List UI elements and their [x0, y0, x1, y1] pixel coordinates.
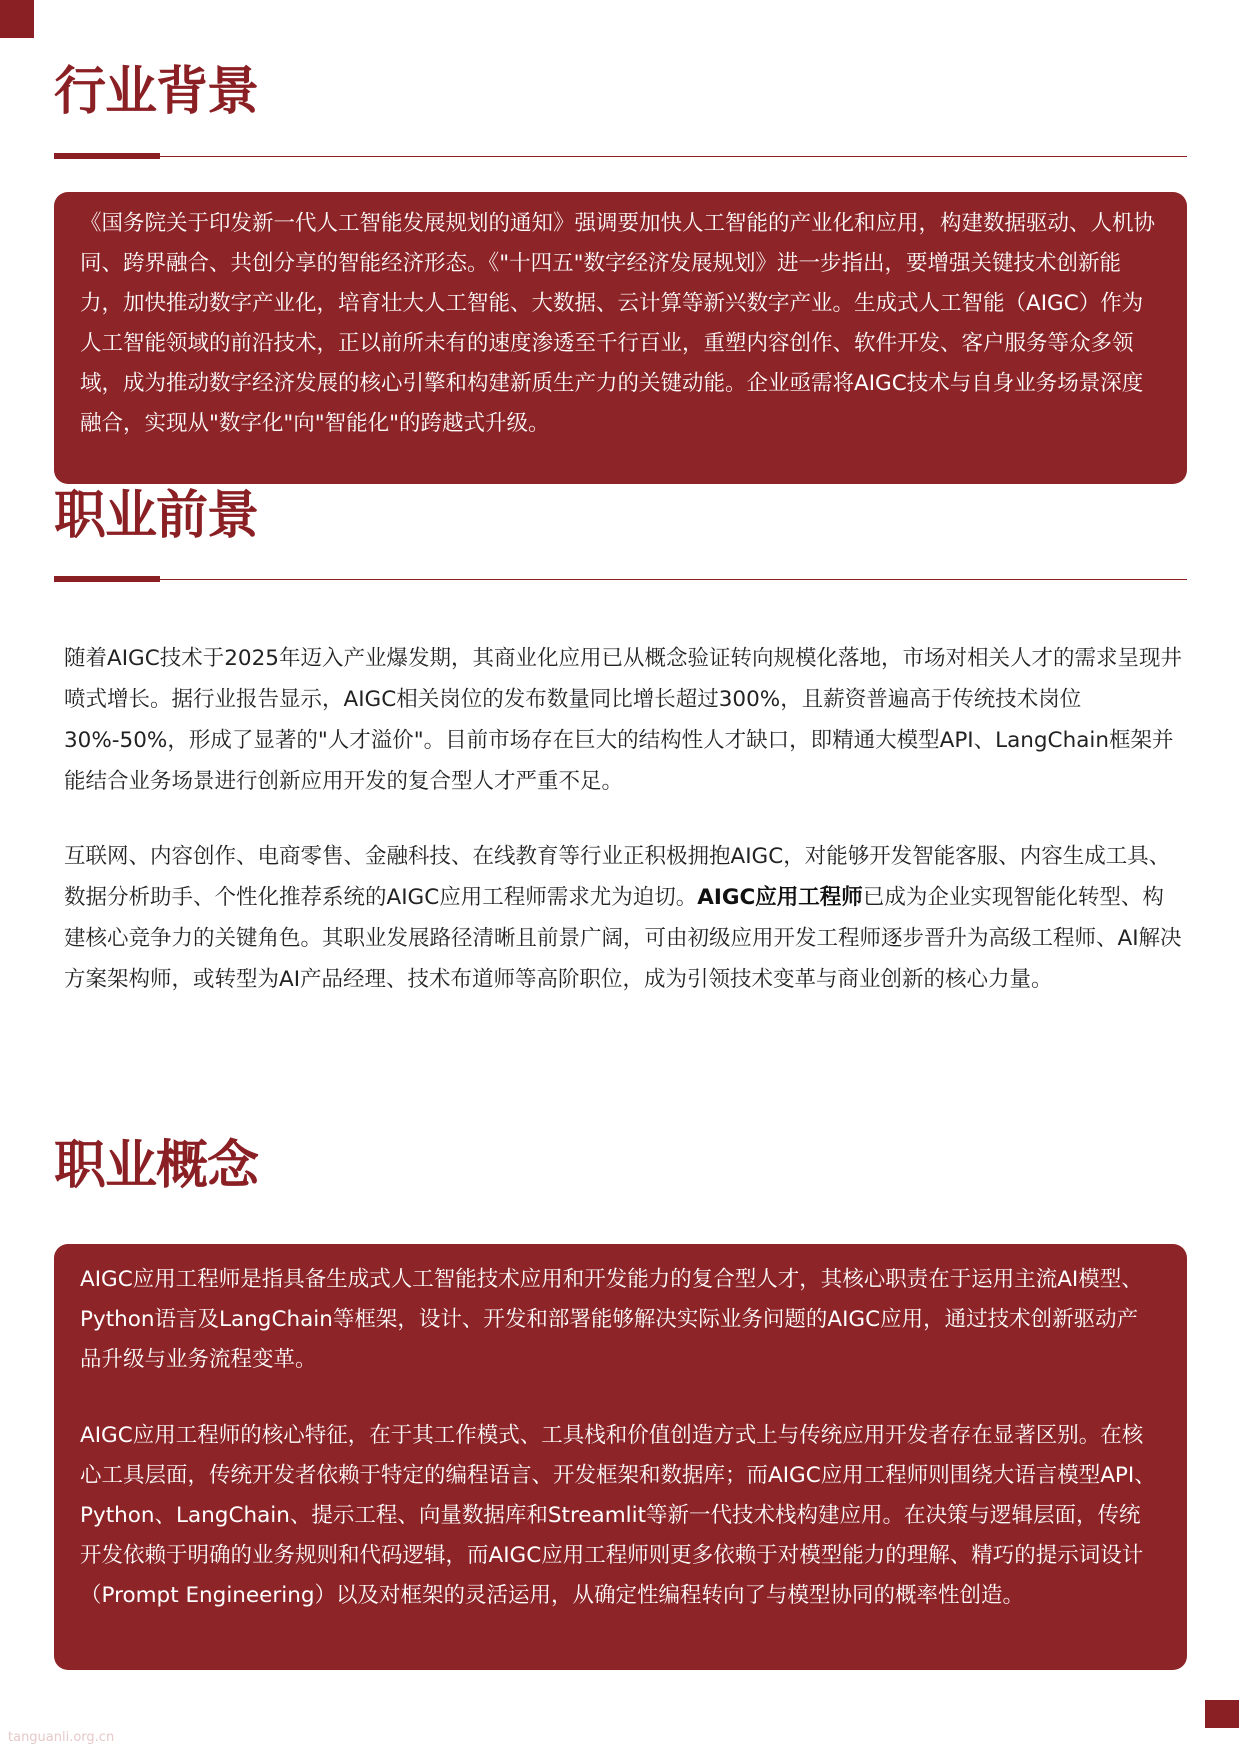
corner-decoration-top-left: [0, 0, 34, 38]
career-outlook-paragraph-2-text: 互联网、内容创作、电商零售、金融科技、在线教育等行业正积极拥抱AIGC，对能够开发智能客服、内容生成工具、数据分析助手、个性化推荐系统的AIGC应用工程师需求尤为迫切。: [64, 844, 1171, 910]
section-divider-accent: [54, 576, 160, 582]
career-outlook-content: [64, 638, 1184, 1000]
section-divider-accent: [54, 153, 160, 159]
industry-background-paragraph: 《国务院关于印发新一代人工智能发展规划的通知》强调要加快人工智能的产业化和应用，构建数据驱动、人机协同、跨界融合、共创分享的智能经济形态。《"十四五"数字经济发展规划》进一步指出，要增强关键技术创新能力，加快推动数字产业化，培育壮大人工智能、大数据、云计算等新兴数字产业。生成式人工智能（AIGC）作为人工智能领域的前沿技术，正以前所未有的速度渗透至千行百业，重塑内容创作、软件开发、客户服务等众多领域，成为推动数字经济发展的核心引擎和构建新质生产力的关键动能。企业亟需将AIGC技术与自身业务场景深度融合，实现从"数字化"向"智能化"的跨越式升级。: [80, 211, 1156, 436]
industry-background-box: [54, 192, 1187, 484]
watermark-text: tanguanli.org.cn: [8, 1730, 115, 1745]
career-concept-box: [54, 1244, 1187, 1670]
career-outlook-paragraph-1: 随着AIGC技术于2025年迈入产业爆发期，其商业化应用已从概念验证转向规模化落地，市场对相关人才的需求呈现井喷式增长。据行业报告显示，AIGC相关岗位的发布数量同比增长超过300%，且薪资普遍高于传统技术岗位30%-50%，形成了显著的"人才溢价"。目前市场存在巨大的结构性人才缺口，即精通大模型API、LangChain框架并能结合业务场景进行创新应用开发的复合型人才严重不足。: [64, 646, 1182, 794]
career-outlook-highlight: AIGC应用工程师: [697, 885, 863, 910]
section-title-career-concept: 职业概念: [54, 1136, 259, 1196]
section-divider-line: [54, 579, 1187, 580]
career-concept-paragraph-2: AIGC应用工程师的核心特征，在于其工作模式、工具栈和价值创造方式上与传统应用开发者存在显著区别。在核心工具层面，传统开发者依赖于特定的编程语言、开发框架和数据库；而AIGC应用工程师则围绕大语言模型API、Python、LangChain、提示工程、向量数据库和Streamlit等新一代技术栈构建应用。在决策与逻辑层面，传统开发依赖于明确的业务规则和代码逻辑，而AIGC应用工程师则更多依赖于对模型能力的理解、精巧的提示词设计（Prompt Engineering）以及对框架的灵活运用，从确定性编程转向了与模型协同的概率性创造。: [80, 1423, 1156, 1608]
career-outlook-paragraph-2: [64, 836, 1184, 1000]
section-divider-line: [54, 156, 1187, 157]
section-title-career-outlook: 职业前景: [54, 486, 259, 546]
career-concept-paragraph-1: AIGC应用工程师是指具备生成式人工智能技术应用和开发能力的复合型人才，其核心职责在于运用主流AI模型、Python语言及LangChain等框架，设计、开发和部署能够解决实际业务问题的AIGC应用，通过技术创新驱动产品升级与业务流程变革。: [80, 1267, 1143, 1372]
career-outlook-paragraph-2-text-continued: 已成为企业实现智能化转型、构建核心竞争力的关键角色。其职业发展路径清晰且前景广阔，可由初级应用开发工程师逐步晋升为高级工程师、AI解决方案架构师，或转型为AI产品经理、技术布道师等高阶职位，成为引领技术变革与商业创新的核心力量。: [64, 885, 1182, 992]
section-title-industry-background: 行业背景: [54, 62, 259, 122]
corner-decoration-bottom-right: [1205, 1700, 1239, 1728]
